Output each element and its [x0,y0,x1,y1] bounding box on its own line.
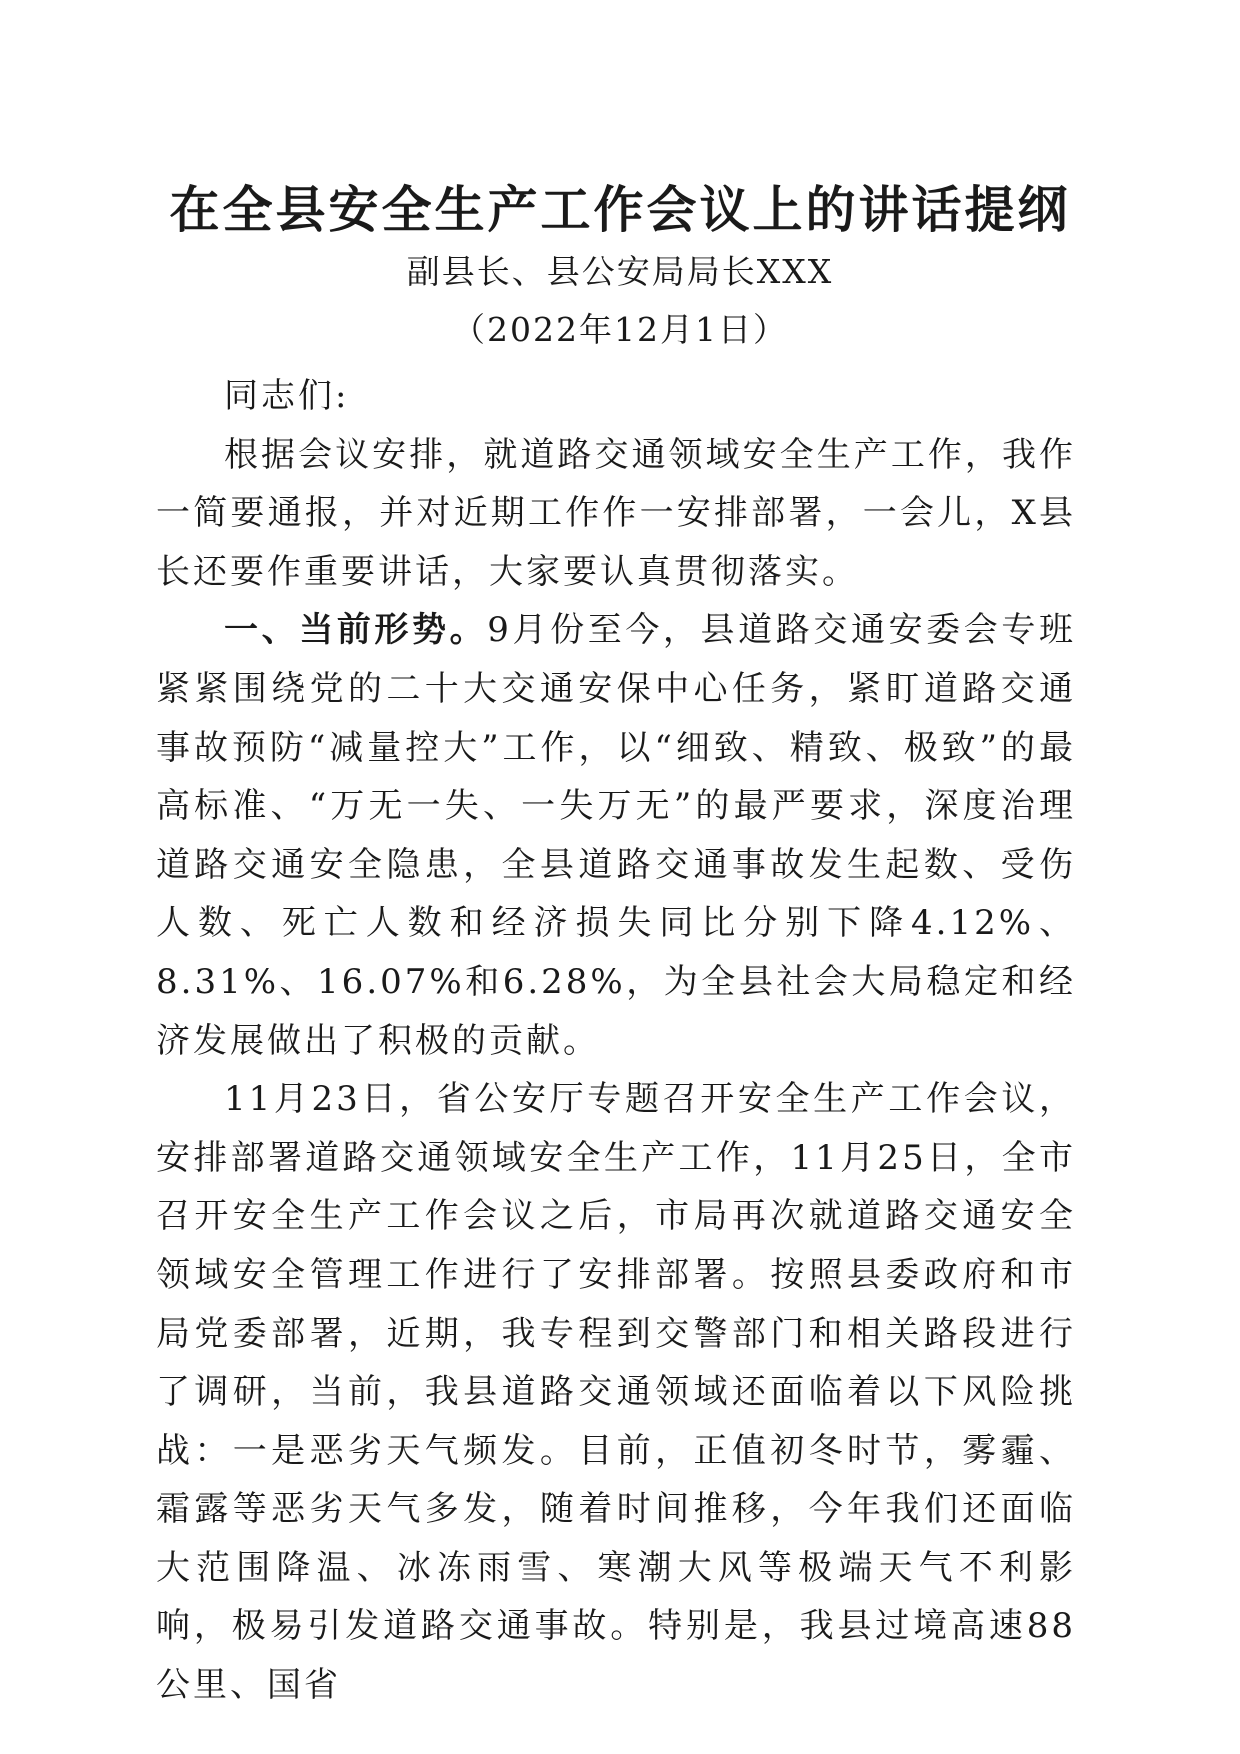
document-title: 在全县安全生产工作会议上的讲话提纲 [169,180,1071,239]
paragraph [156,1070,1076,1715]
speaker-line: 副县长、县公安局局长XXX [406,252,834,291]
speech-date: （2022年12月1日） [452,310,788,349]
paragraph [156,601,1076,1070]
paragraph-text: 9月份至今，县道路交通安委会专班紧紧围绕党的二十大交通安保中心任务，紧盯道路交通事故预防“减量控大”工作，以“细致、精致、极致”的最高标准、“万无一失、一失万无”的最严要求，深度治理道路交通安全隐患，全县道路交通事故发生起数、受伤人数、死亡人数和经济损失同比分别下降4.12%、8.31%、16.07%和6.28%，为全县社会大局稳定和经济发展做出了积极的贡献。 [156,610,1077,1061]
paragraph-text: 11月23日，省公安厅专题召开安全生产工作会议，安排部署道路交通领域安全生产工作，11月25日，全市召开安全生产工作会议之后，市局再次就道路交通安全领域安全管理工作进行了安排部署。按照县委政府和市局党委部署，近期，我专程到交警部门和相关路段进行了调研，当前，我县道路交通领域还面临着以下风险挑战：一是恶劣天气频发。目前，正值初冬时节，雾霾、霜露等恶劣天气多发，随着时间推移，今年我们还面临大范围降温、冰冻雨雪、寒潮大风等极端天气不利影响，极易引发道路交通事故。特别是，我县过境高速88公里、国省 [156,1079,1076,1706]
document-body [156,367,1076,1715]
paragraph-text: 根据会议安排，就道路交通领域安全生产工作，我作一简要通报，并对近期工作作一安排部署，一会儿，X县长还要作重要讲话，大家要认真贯彻落实。 [156,434,1076,592]
section-heading: 一、当前形势。 [224,610,488,651]
paragraph [156,426,1076,602]
greeting: 同志们: [224,376,350,416]
